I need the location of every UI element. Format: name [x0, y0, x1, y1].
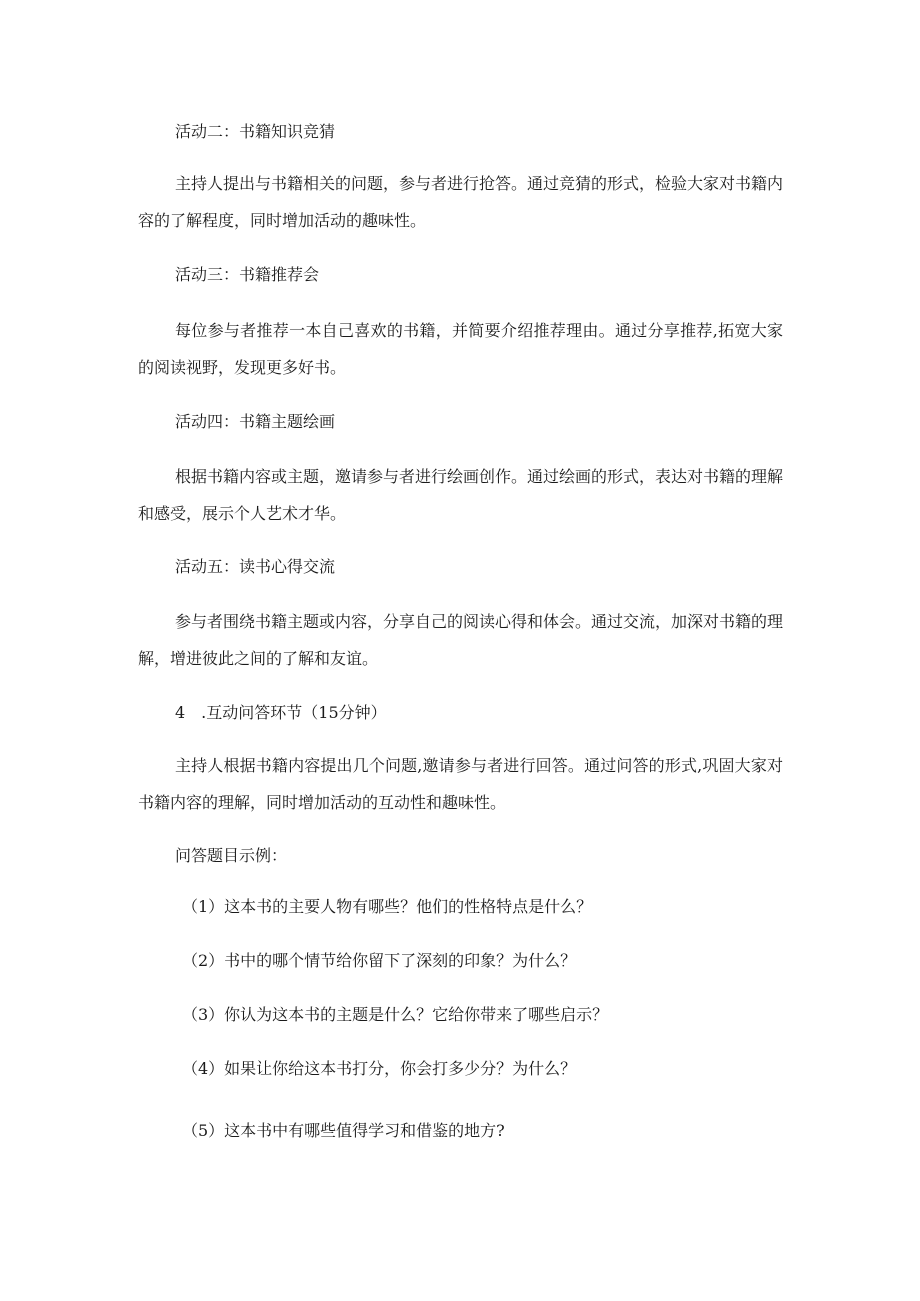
activity2-heading: 活动二：书籍知识竞猜 — [175, 122, 336, 141]
question-item: （1）这本书的主要人物有哪些？他们的性格特点是什么？ — [182, 897, 593, 916]
activity3-heading: 活动三：书籍推荐会 — [175, 265, 320, 284]
question-item: （2）书中的哪个情节给你留下了深刻的印象？为什么？ — [182, 951, 577, 970]
activity5-heading: 活动五：读书心得交流 — [175, 557, 336, 576]
question-item: （3）你认为这本书的主题是什么？它给你带来了哪些启示？ — [182, 1005, 609, 1024]
activity4-heading: 活动四：书籍主题绘画 — [175, 412, 336, 431]
section4-body: 主持人根据书籍内容提出几个问题,邀请参与者进行回答。通过问答的形式,巩固大家对书籍内容的理解，同时增加活动的互动性和趣味性。 — [138, 756, 783, 812]
examples-label: 问答题目示例： — [175, 846, 288, 865]
question-item: （5）这本书中有哪些值得学习和借鉴的地方? — [182, 1121, 505, 1140]
activity3-body: 每位参与者推荐一本自己喜欢的书籍，并简要介绍推荐理由。通过分享推荐,拓宽大家的阅读视野，发现更多好书。 — [138, 321, 783, 377]
question-item: （4）如果让你给这本书打分，你会打多少分？为什么？ — [182, 1059, 577, 1078]
activity5-body: 参与者围绕书籍主题或内容，分享自己的阅读心得和体会。通过交流，加深对书籍的理解，增进彼此之间的了解和友谊。 — [138, 612, 784, 668]
activity4-body: 根据书籍内容或主题，邀请参与者进行绘画创作。通过绘画的形式，表达对书籍的理解和感受，展示个人艺术才华。 — [138, 467, 784, 523]
section4-heading: 4 .互动问答环节（15分钟） — [175, 703, 387, 722]
activity2-body: 主持人提出与书籍相关的问题，参与者进行抢答。通过竞猜的形式，检验大家对书籍内容的了解程度，同时增加活动的趣味性。 — [138, 174, 784, 230]
